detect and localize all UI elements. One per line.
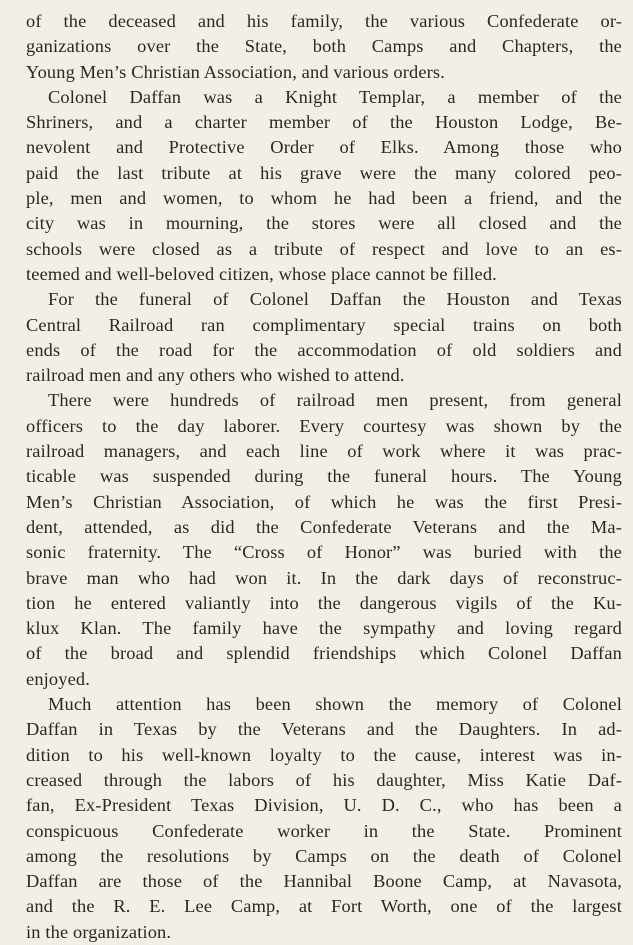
paragraph <box>26 85 622 287</box>
text-line: and the R. E. Lee Camp, at Fort Worth, one of the largest <box>26 896 622 917</box>
text-line: fan, Ex-President Texas Division, U. D. C., who has been a <box>26 795 622 816</box>
text-line: of the deceased and his family, the various Confederate or- <box>26 11 622 31</box>
text-line: tion he entered valiantly into the dangerous vigils of the Ku- <box>26 592 622 613</box>
text-line: sonic fraternity. The “Cross of Honor” was buried with the <box>26 542 622 563</box>
text-line: paid the last tribute at his grave were the many colored peo- <box>26 162 622 183</box>
page-text <box>26 9 622 945</box>
text-line: enjoyed. <box>26 668 91 689</box>
text-line: railroad men and any others who wished to attend. <box>26 365 405 386</box>
text-line: ple, men and women, to whom he had been a friend, and the <box>26 188 622 209</box>
text-line: conspicuous Confederate worker in the State. Prominent <box>26 820 622 841</box>
paragraph <box>26 692 622 945</box>
text-line: Central Railroad ran complimentary special trains on both <box>26 314 622 335</box>
text-line: ganizations over the State, both Camps and Chapters, the <box>26 36 622 57</box>
text-line: Daffan in Texas by the Veterans and the Daughters. In ad- <box>26 719 622 740</box>
text-line: Much attention has been shown the memory of Colonel <box>48 694 622 715</box>
text-line: railroad managers, and each line of work where it was prac- <box>26 441 622 462</box>
text-line: klux Klan. The family have the sympathy and loving regard <box>26 618 622 639</box>
text-line: ticable was suspended during the funeral hours. The Young <box>26 466 622 487</box>
text-line: dent, attended, as did the Confederate Veterans and the Ma- <box>26 516 622 537</box>
text-line: in the organization. <box>26 921 172 942</box>
text-line: among the resolutions by Camps on the death of Colonel <box>26 845 622 866</box>
text-line: city was in mourning, the stores were all closed and the <box>26 213 622 234</box>
text-line: dition to his well-known loyalty to the cause, interest was in- <box>26 744 622 765</box>
text-line: Young Men’s Christian Association, and various orders. <box>26 61 445 82</box>
text-line: ends of the road for the accommodation of old soldiers and <box>26 339 622 360</box>
text-line: creased through the labors of his daughter, Miss Katie Daf- <box>26 769 622 790</box>
text-line: Daffan are those of the Hannibal Boone Camp, at Navasota, <box>26 871 622 892</box>
text-line: officers to the day laborer. Every courtesy was shown by the <box>26 415 622 436</box>
text-line: teemed and well-beloved citizen, whose place cannot be filled. <box>26 263 497 284</box>
text-line: Shriners, and a charter member of the Houston Lodge, Be- <box>26 112 622 133</box>
text-line: schools were closed as a tribute of respect and love to an es- <box>26 238 622 259</box>
paragraph <box>26 388 622 692</box>
text-line: There were hundreds of railroad men present, from general <box>48 390 622 411</box>
text-line: nevolent and Protective Order of Elks. Among those who <box>26 137 622 158</box>
paragraph <box>26 287 622 388</box>
text-line: Colonel Daffan was a Knight Templar, a member of the <box>48 86 622 107</box>
text-line: For the funeral of Colonel Daffan the Houston and Texas <box>48 289 622 310</box>
text-line: of the broad and splendid friendships which Colonel Daffan <box>26 643 622 664</box>
text-line: Men’s Christian Association, of which he was the first Presi- <box>26 491 622 512</box>
text-line: brave man who had won it. In the dark days of reconstruc- <box>26 567 622 588</box>
paragraph <box>26 9 622 85</box>
